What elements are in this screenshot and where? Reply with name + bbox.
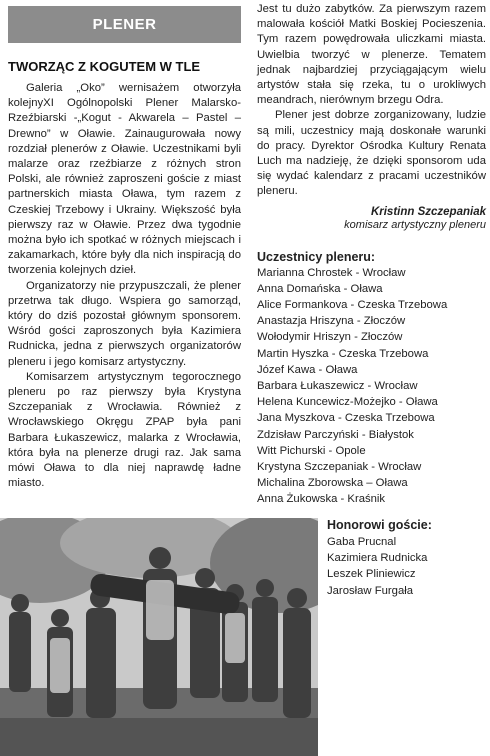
- participant-item: Barbara Łukaszewicz - Wrocław: [257, 380, 418, 393]
- signature-name: Kristinn Szczepaniak: [370, 205, 486, 218]
- participant-item: Michalina Zborowska – Oława: [257, 477, 408, 490]
- paragraph: Plener jest dobrze zorganizowany, ludzie są mili, uczestnicy mają doskonałe warunki do pracy. Dyrektor Ośrodka Kultury Renata Luch ma nadzieję, że dzięki sponsorom uda się wydać kalendarz z pracami uczestników pleneru.: [257, 109, 486, 198]
- honorary-item: Kazimiera Rudnicka: [327, 552, 428, 565]
- section-header: [8, 6, 241, 43]
- honorary-item: Gaba Prucnal: [327, 536, 397, 548]
- participant-item: Józef Kawa - Oława: [257, 363, 358, 376]
- paragraph: Galeria „Oko” wernisażem otworzyła kolejnyXI Ogólnopolski Plener Malarsko-Rzeźbiarski -„Kogut - Akwarela – Pastel – Drewno” w Oławie. Zainaugurowała nowy rozdział plenerów z Oławie. Uczestnikami byli malarze oraz rzeźbiarze z różnych stron Polski, ale również zaproszeni goście z miast partnerskich miasta Oława, tym razem z Czeskiej Trzebowy i Ukrainy. Większość była pierwszy raz w Oławie. Przez dwa tygodnie można było ich spotkać w różnych miejscach i zakamarkach, które były dla nich inspiracją do tworzenia kolejnych dzieł.: [8, 82, 241, 277]
- participant-item: Marianna Chrostek - Wrocław: [257, 266, 406, 279]
- participants-title: Uczestnicy pleneru:: [257, 249, 376, 264]
- participant-item: Helena Kuncewicz-Możejko - Oława: [257, 396, 438, 409]
- group-photo: [0, 518, 318, 756]
- paragraph: Komisarzem artystycznym tegorocznego pleneru po raz pierwszy była Krystyna Szczepaniak z Wrocławia. Również z Wrocławskiego Okręgu ZPAP była pani Barbara Łukaszewicz, malarka z Wrocławia, która była na plenerze drugi raz. Jak sama mówi Oława to dla niej naprawdę ładne miasto.: [8, 370, 241, 490]
- group-photo-illustration: [0, 518, 318, 756]
- participant-item: Martin Hyszka - Czeska Trzebowa: [257, 347, 429, 360]
- signature-role: komisarz artystyczny pleneru: [344, 218, 486, 231]
- honorary-item: Leszek Pliniewicz: [327, 568, 416, 581]
- left-column: [8, 6, 241, 491]
- section-title: PLENER: [92, 16, 157, 33]
- right-column: [257, 2, 486, 508]
- paragraph: Jest tu dużo zabytków. Za pierwszym razem malowała kościół Matki Boskiej Pocieszenia. Tym razem powędrowała uliczkami miasta. Uwielbia tworzyć w plenerze. Tematem jednak najbardziej przyciągającym wielu artystów stała się rzeka, tu o urokliwych meandrach, nierównym brzegu Odra.: [257, 3, 486, 107]
- paragraph: Organizatorzy nie przypuszczali, że plener przetrwa tak długo. Wspiera go samorząd, który do dziś pozostał głównym sponsorem. Wśród gości zaproszonych była Kazimiera Rudnicka, jedna z pierwszych organizatorów pleneru i jego komisarz artystyczny.: [8, 279, 241, 368]
- participant-item: Anna Żukowska - Kraśnik: [257, 493, 386, 506]
- article-headline: TWORZĄC Z KOGUTEM W TLE: [8, 59, 201, 74]
- honorary-item: Jarosław Furgała: [327, 584, 414, 597]
- participants-list: [257, 265, 486, 508]
- participant-item: Zdzisław Parczyński - Białystok: [257, 428, 414, 441]
- participant-item: Wołodymir Hriszyn - Złoczów: [257, 331, 403, 344]
- participant-item: Anastazja Hriszyna - Złoczów: [257, 315, 406, 328]
- honorary-title: Honorowi goście:: [327, 518, 432, 532]
- participant-item: Alice Formankova - Czeska Trzebowa: [257, 299, 448, 312]
- participant-item: Anna Domańska - Oława: [257, 282, 383, 295]
- participant-item: Jana Myszkova - Czeska Trzebowa: [257, 412, 435, 425]
- participant-item: Witt Pichurski - Opole: [257, 444, 366, 457]
- participant-item: Krystyna Szczepaniak - Wrocław: [257, 461, 422, 474]
- honorary-list: [327, 534, 487, 599]
- honorary-guests: [327, 518, 487, 599]
